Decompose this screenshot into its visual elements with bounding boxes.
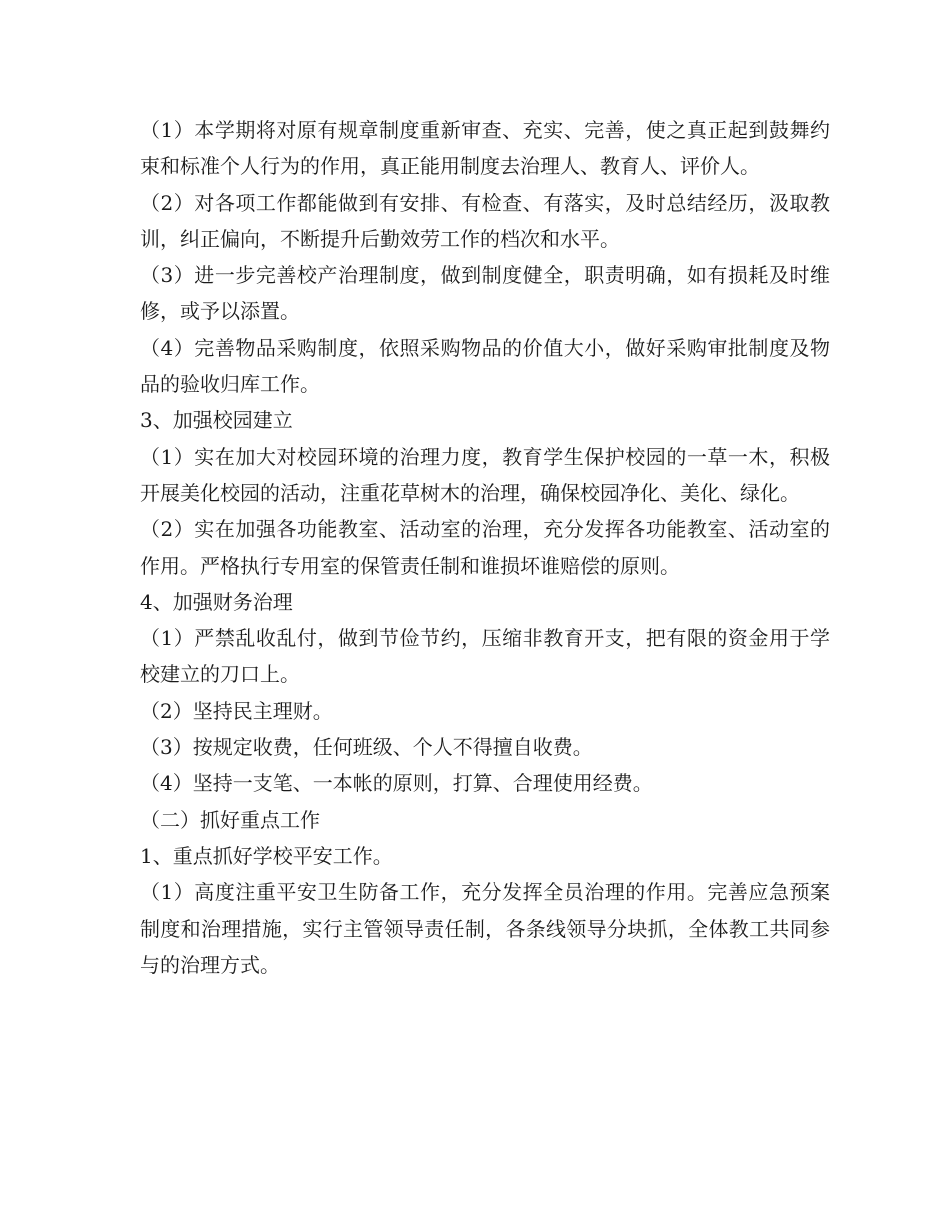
heading-finance-management: 4、加强财务治理 [140,589,293,614]
paragraph-procurement: （4）完善物品采购制度，依照采购物品的价值大小，做好采购审批制度及物品的验收归库工作。 [140,335,830,397]
paragraph-no-arbitrary-charges: （1）严禁乱收乱付，做到节俭节约，压缩非教育开支，把有限的资金用于学校建立的刀口上。 [140,626,830,687]
paragraph-campus-environment: （1）实在加大对校园环境的治理力度，教育学生保护校园的一草一木，积极开展美化校园的活动，注重花草树木的治理，确保校园净化、美化、绿化。 [140,444,830,505]
paragraph-rules-review: （1）本学期将对原有规章制度重新审查、充实、完善，使之真正起到鼓舞约束和标准个人行为的作用，真正能用制度去治理人、教育人、评价人。 [140,118,830,179]
heading-key-work: （二）抓好重点工作 [140,807,320,832]
paragraph-safety-measures: （1）高度注重平安卫生防备工作，充分发挥全员治理的作用。完善应急预案制度和治理措施，实行主管领导责任制，各条线领导分块抓，全体教工共同参与的治理方式。 [140,880,830,977]
paragraph-budget-principle: （4）坚持一支笔、一本帐的原则，打算、合理使用经费。 [140,771,653,796]
paragraph-democratic-finance: （2）坚持民主理财。 [140,698,333,723]
paragraph-fee-rules: （3）按规定收费，任何班级、个人不得擅自收费。 [140,735,593,760]
document-body [140,112,830,983]
paragraph-work-arrangement: （2）对各项工作都能做到有安排、有检查、有落实，及时总结经历，汲取教训，纠正偏向，不断提升后勤效劳工作的档次和水平。 [140,190,830,251]
heading-school-safety: 1、重点抓好学校平安工作。 [140,843,393,868]
heading-campus-building: 3、加强校园建立 [140,408,293,433]
paragraph-function-rooms: （2）实在加强各功能教室、活动室的治理，充分发挥各功能教室、活动室的作用。严格执行专用室的保管责任制和谁损坏谁赔偿的原则。 [140,517,830,578]
paragraph-school-property: （3）进一步完善校产治理制度，做到制度健全，职责明确，如有损耗及时维修，或予以添置。 [140,263,830,324]
